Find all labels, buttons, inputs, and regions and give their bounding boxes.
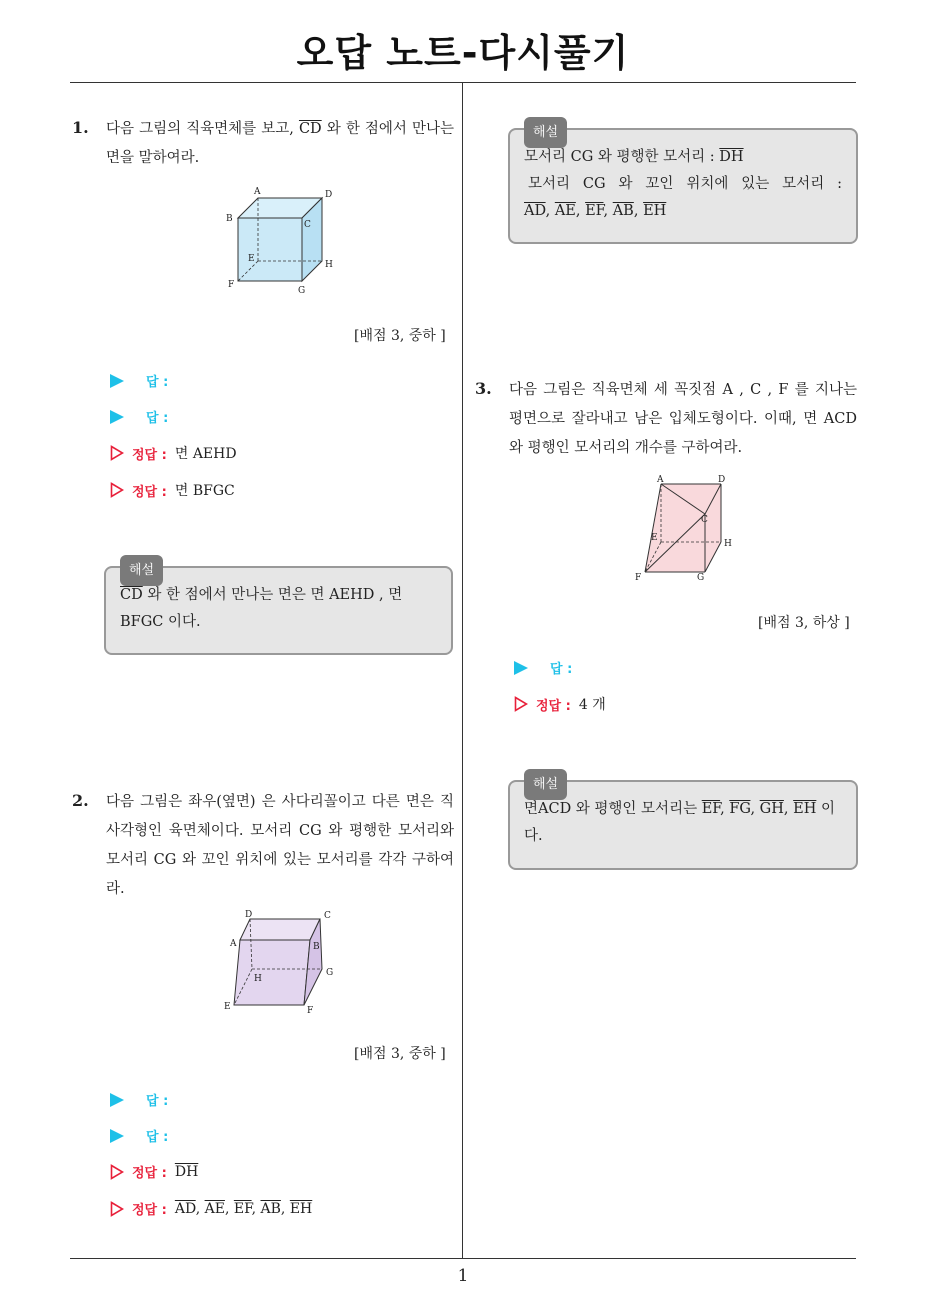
outline-triangle-icon [514, 696, 528, 712]
column-divider [462, 83, 463, 1259]
q3-label-a: A [657, 475, 664, 485]
outline-triangle-icon [110, 482, 124, 498]
bottom-rule [70, 1258, 856, 1259]
explanation-tag: 해설 [524, 117, 567, 148]
q1-segment: $\overline{CD}$ [298, 121, 322, 137]
q1-answer-line-2[interactable]: 답 : [110, 407, 168, 426]
q2-text: 다음 그림은 좌우(옆면) 은 사다리꼴이고 다른 면은 직사각형인 육면체이다. 모서리 CG 와 평행한 모서리와 모서리 CG 와 꼬인 위치에 있는 모서리를 각각 구하여라. [106, 794, 454, 897]
q1-label-c: C [304, 220, 311, 230]
q3-label-c: C [701, 515, 708, 525]
q2-label-c: C [324, 911, 331, 921]
q1-label-g: G [298, 286, 306, 296]
q2-answer-line-2[interactable]: 답 : [110, 1126, 168, 1145]
q3-correct-value: 4 개 [578, 697, 606, 713]
q2-label-b: B [313, 942, 320, 952]
q1-correct-1: 정답 : 면 AEHD [110, 443, 237, 463]
q1-correct-2: 정답 : 면 BFGC [110, 480, 235, 500]
q1-label-d: D [325, 190, 333, 200]
explanation-tag: 해설 [120, 555, 163, 586]
play-icon [110, 1129, 124, 1143]
q3-text: 다음 그림은 직육면체 세 꼭짓점 A , C , F 를 지나는 평면으로 잘라내고 남은 입체도형이다. 이때, 면 ACD 와 평행인 모서리의 개수를 구하여라. [509, 382, 857, 456]
q1-label-a: A [254, 187, 261, 197]
q1-answer-line-1[interactable]: 답 : [110, 371, 168, 390]
q1-label-f: F [228, 280, 235, 290]
q2-answer-line-1[interactable]: 답 : [110, 1090, 168, 1109]
q3-label-f: F [635, 573, 642, 583]
q3-score: [배점 3, 하상 ] [758, 615, 850, 631]
q1-explanation-box: 해설 $\overline{CD}$ 와 한 점에서 만나는 면은 면 AEHD , 면 BFGC 이다. [104, 566, 453, 655]
q2-explanation-box: 해설 모서리 CG 와 평행한 모서리 : $\overline{DH}$ 모서리 CG 와 꼬인 위치에 있는 모서리 : $\overline{AD}$, $\overline{AE}$, $\overline{EF}$, $\overline{AB}$, $\overline{EH}$ [508, 128, 858, 244]
q2-correct-value-1: $\overline{DH}$ [174, 1163, 199, 1180]
q2-hexahedron-figure [218, 905, 348, 1015]
q2-number: 2. [72, 791, 89, 810]
q2-label-e: E [224, 1002, 231, 1012]
q1-score: [배점 3, 중하 ] [354, 328, 446, 344]
q3-label-d: D [718, 475, 726, 485]
q3-answer-line-1[interactable]: 답 : [514, 658, 572, 677]
q1-correct-value-2: 면 BFGC [174, 483, 235, 499]
q2-correct-1: 정답 : $\overline{DH}$ [110, 1162, 198, 1181]
q1-number: 1. [72, 118, 89, 137]
q2-label-g: G [326, 968, 334, 978]
q2-label-h: H [254, 974, 262, 984]
q3-correct-1: 정답 : 4 개 [514, 694, 606, 714]
q2-correct-value-2: $\overline{AD}$, $\overline{AE}$, $\overline{EF}$, $\overline{AB}$, $\overline{EH}$ [174, 1200, 313, 1217]
top-rule [70, 82, 856, 83]
q3-explanation-box: 해설 면ACD 와 평행인 모서리는 $\overline{EF}$, $\overline{FG}$, $\overline{GH}$, $\overline{EH}$ 이다. [508, 780, 858, 870]
page-title: 오답 노트-다시풀기 [296, 31, 630, 75]
q1-correct-value-1: 면 AEHD [174, 446, 237, 462]
q1-label-b: B [226, 214, 233, 224]
outline-triangle-icon [110, 445, 124, 461]
play-icon [514, 661, 528, 675]
outline-triangle-icon [110, 1164, 124, 1180]
q2-label-a: A [230, 939, 237, 949]
q2-label-d: D [245, 910, 253, 920]
play-icon [110, 1093, 124, 1107]
q2-score: [배점 3, 중하 ] [354, 1046, 446, 1062]
page-number: 1 [457, 1266, 469, 1286]
q1-label-h: H [325, 260, 333, 270]
play-icon [110, 410, 124, 424]
play-icon [110, 374, 124, 388]
q3-label-g: G [697, 573, 705, 583]
q1-text: 다음 그림의 직육면체를 보고, $\overline{CD}$ 와 한 점에서 만나는 면을 말하여라. [106, 121, 454, 166]
q1-label-e: E [248, 254, 255, 264]
q3-label-h: H [724, 539, 732, 549]
q2-label-f: F [307, 1006, 314, 1015]
explanation-tag: 해설 [524, 769, 567, 800]
q2-correct-2: 정답 : $\overline{AD}$, $\overline{AE}$, $\overline{EF}$, $\overline{AB}$, $\overline{EH}$ [110, 1199, 312, 1218]
q3-solid-figure [633, 470, 743, 588]
q3-label-e: E [651, 533, 658, 543]
outline-triangle-icon [110, 1201, 124, 1217]
q1-cuboid-figure [222, 183, 342, 298]
q3-number: 3. [475, 379, 492, 398]
